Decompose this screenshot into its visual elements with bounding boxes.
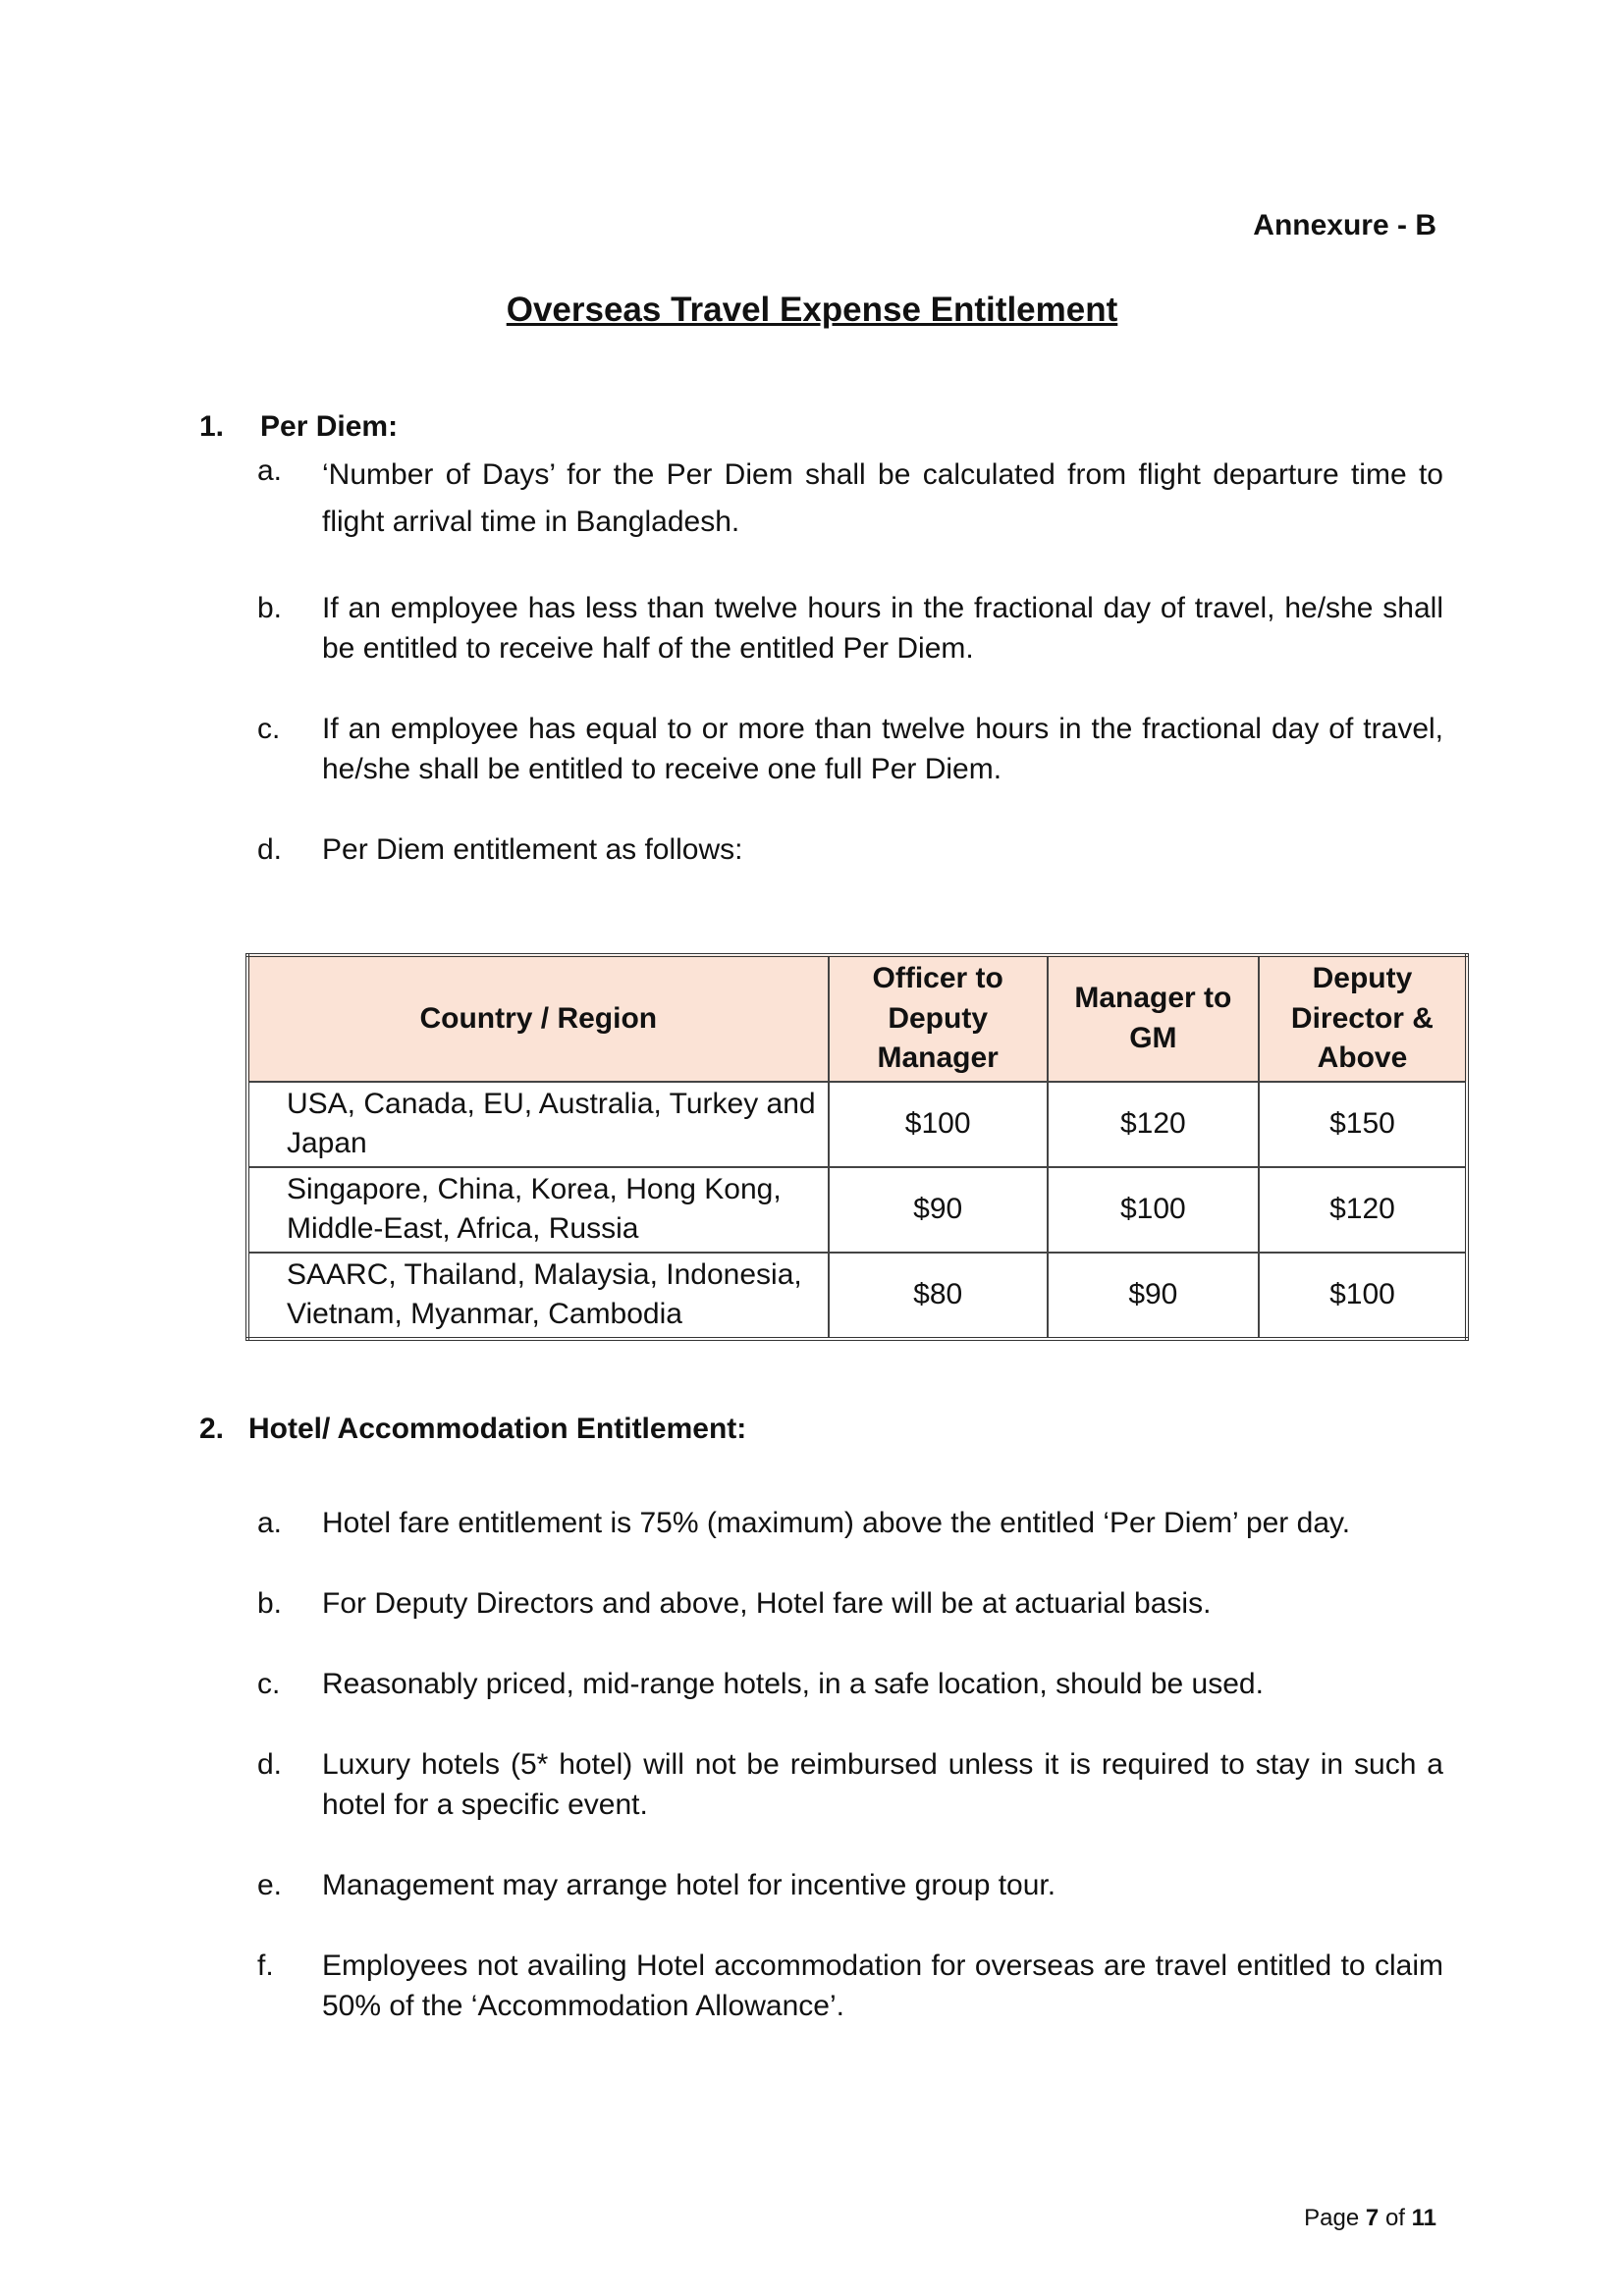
hotel-item-b: [257, 1584, 1443, 1625]
item-text: If an employee has equal to or more than twelve hours in the fractional day of travel, he/she shall be entitled to receive one full Per Diem.: [322, 713, 1443, 785]
manager-rate-cell: $90: [1048, 1253, 1259, 1339]
column-header-officer: Officer to Deputy Manager: [829, 955, 1048, 1082]
section-1-title: Per Diem:: [260, 410, 399, 443]
item-letter: c.: [257, 1668, 281, 1700]
section-1-number: 1.: [199, 410, 225, 443]
per-diem-item-d: [257, 830, 1443, 871]
per-diem-table: [245, 953, 1469, 1341]
item-letter: a.: [257, 1507, 283, 1539]
item-text: Reasonably priced, mid-range hotels, in a safe location, should be used.: [322, 1668, 1264, 1700]
table-row: [247, 1167, 1467, 1253]
item-text: Management may arrange hotel for incentive group tour.: [322, 1869, 1056, 1901]
item-text: For Deputy Directors and above, Hotel fare will be at actuarial basis.: [322, 1587, 1212, 1620]
item-letter: f.: [257, 1949, 274, 1982]
officer-rate-cell: $80: [829, 1253, 1048, 1339]
section-2-number: 2.: [199, 1413, 225, 1445]
director-rate-cell: $100: [1259, 1253, 1467, 1339]
director-rate-cell: $120: [1259, 1167, 1467, 1253]
item-text: If an employee has less than twelve hours in the fractional day of travel, he/she shall be entitled to receive half of the entitled Per Diem.: [322, 592, 1443, 665]
section-1-heading: [199, 407, 398, 448]
hotel-item-e: [257, 1866, 1443, 1906]
item-text: Per Diem entitlement as follows:: [322, 833, 743, 866]
region-cell: SAARC, Thailand, Malaysia, Indonesia, Vietnam, Myanmar, Cambodia: [247, 1253, 829, 1339]
officer-rate-cell: $100: [829, 1082, 1048, 1167]
page-current: 7: [1365, 2205, 1380, 2231]
item-text: Luxury hotels (5* hotel) will not be reimbursed unless it is required to stay in such a hotel for a specific event.: [322, 1748, 1443, 1821]
table-row: [247, 1082, 1467, 1167]
item-letter: a.: [257, 454, 283, 487]
column-header-director: Deputy Director & Above: [1259, 955, 1467, 1082]
item-text: ‘Number of Days’ for the Per Diem shall be calculated from flight departure time to flight arrival time in Bangladesh.: [322, 458, 1443, 538]
column-header-region: Country / Region: [247, 955, 829, 1082]
officer-rate-cell: $90: [829, 1167, 1048, 1253]
item-letter: d.: [257, 1748, 283, 1781]
item-letter: b.: [257, 1587, 283, 1620]
hotel-item-d: [257, 1745, 1443, 1825]
page-label: Page: [1304, 2205, 1360, 2231]
per-diem-item-c: [257, 710, 1443, 789]
manager-rate-cell: $100: [1048, 1167, 1259, 1253]
column-header-manager: Manager to GM: [1048, 955, 1259, 1082]
table-row: [247, 1253, 1467, 1339]
page-title: Overseas Travel Expense Entitlement: [506, 291, 1118, 329]
per-diem-item-a: [257, 452, 1443, 546]
annexure-label: Annexure - B: [1253, 209, 1436, 241]
item-text: Employees not availing Hotel accommodation for overseas are travel entitled to claim 50% of the ‘Accommodation Allowance’.: [322, 1949, 1443, 2022]
table-header-row: [247, 955, 1467, 1082]
hotel-item-a: [257, 1504, 1443, 1544]
section-2-title: Hotel/ Accommodation Entitlement:: [248, 1413, 747, 1445]
page-total: 11: [1411, 2205, 1436, 2231]
manager-rate-cell: $120: [1048, 1082, 1259, 1167]
of-label: of: [1384, 2205, 1405, 2231]
page-number-footer: [1304, 2203, 1436, 2234]
item-letter: d.: [257, 833, 283, 866]
region-cell: Singapore, China, Korea, Hong Kong, Middle-East, Africa, Russia: [247, 1167, 829, 1253]
per-diem-item-b: [257, 589, 1443, 668]
item-letter: e.: [257, 1869, 283, 1901]
item-letter: c.: [257, 713, 281, 745]
section-2-heading: [199, 1410, 746, 1450]
item-letter: b.: [257, 592, 283, 624]
item-text: Hotel fare entitlement is 75% (maximum) above the entitled ‘Per Diem’ per day.: [322, 1507, 1351, 1539]
region-cell: USA, Canada, EU, Australia, Turkey and Japan: [247, 1082, 829, 1167]
director-rate-cell: $150: [1259, 1082, 1467, 1167]
hotel-item-c: [257, 1665, 1443, 1705]
hotel-item-f: [257, 1947, 1443, 2026]
